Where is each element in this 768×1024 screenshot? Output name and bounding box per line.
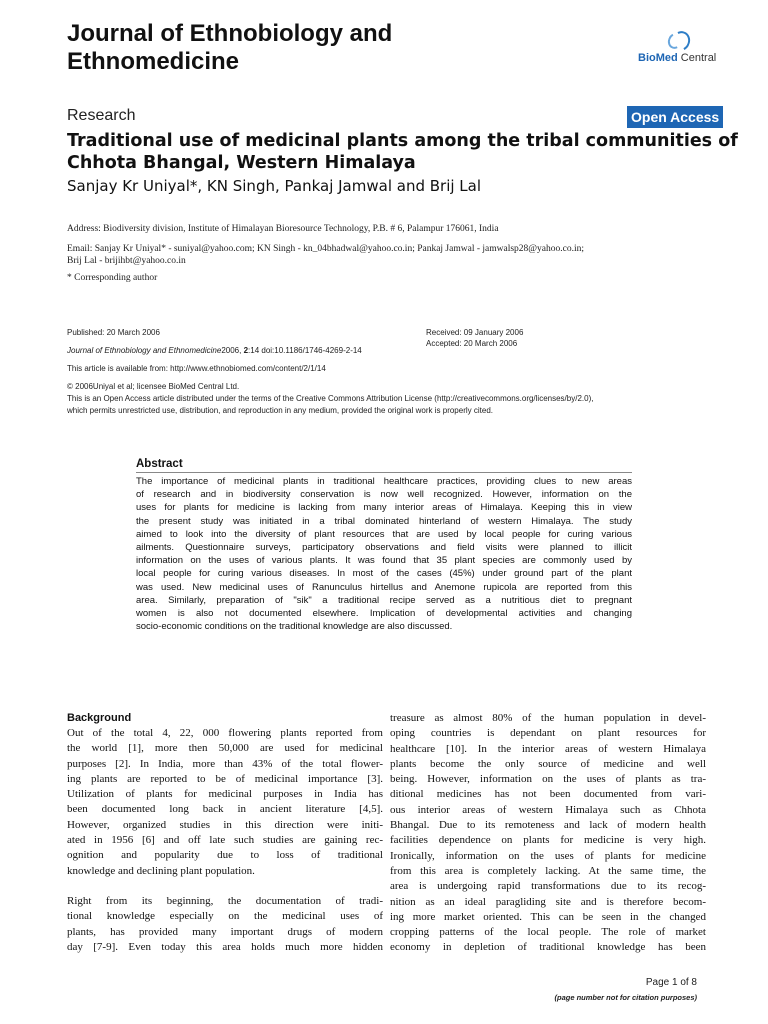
body-line: ing more market oriented. This can be seen in the changed [390, 910, 706, 923]
abstract-line: of research and in biodiversity conservation is now well recognized. However, information on the [136, 489, 632, 501]
abstract-line: women is also not documented elsewhere. Implication of developmental activities and changing [136, 608, 632, 620]
accepted-date: Accepted: 20 March 2006 [426, 339, 518, 348]
biomed-central-logo [638, 31, 738, 71]
body-line: ognition and popularity due to loss of traditional [67, 849, 383, 862]
authors: Sanjay Kr Uniyal*, KN Singh, Pankaj Jamwal and Brij Lal [67, 177, 482, 195]
citation-volume: 2 [243, 346, 249, 355]
email-line2: Brij Lal - brijihbt@yahoo.co.in [67, 256, 186, 266]
body-line: Utilization of plants for medicinal purposes in India has [67, 788, 383, 801]
address: Address: Biodiversity division, Institute of Himalayan Bioresource Technology, P.B. # 6, Palampur 176061, India [67, 224, 499, 234]
copyright: © 2006Uniyal et al; licensee BioMed Central Ltd. [67, 382, 240, 391]
body-line: from this area is completely lacking. At the same time, the [390, 864, 706, 877]
section-label: Research [67, 107, 136, 124]
abstract-line: was used. New medicinal uses of Ranunculus hirtellus and Anemone rupicola are reported from this [136, 581, 632, 593]
license-line2: which permits unrestricted use, distribution, and reproduction in any medium, provided the original work is properly cited. [67, 406, 493, 415]
received-date: Received: 09 January 2006 [426, 328, 524, 337]
citation [67, 345, 362, 357]
body-line: nition as an ideal paragliding site and is therefore becom- [390, 895, 706, 908]
body-line: being. However, information on the uses of plants as tra- [390, 773, 706, 786]
paper-title [67, 130, 747, 174]
body-line: Out of the total 4, 22, 000 flowering plants reported from [67, 727, 383, 739]
body-line: facilities dependence on plants for medicine is very high. [390, 834, 706, 847]
page-number-note: (page number not for citation purposes) [554, 993, 697, 1002]
body-line: plants, has provided many important drugs of modern [67, 925, 383, 938]
logo-suffix: Central [677, 52, 717, 64]
body-line: ated in 1956 [6] and off late such studies are gaining rec- [67, 834, 383, 847]
body-line: ous interior areas of western Himalaya such as Chhota [390, 803, 706, 816]
corresponding-author: * Corresponding author [67, 273, 158, 283]
journal-title-line1: Journal of Ethnobiology and [67, 20, 393, 47]
body-line: economy in depletion of traditional knowledge has been [390, 941, 706, 954]
logo-text [638, 52, 716, 64]
abstract-line: information on the uses of various plants. It was found that 35 plant species are commonly used by [136, 555, 632, 567]
abstract-line: socio-economic conditions on the traditional knowledge are also discussed. [136, 621, 453, 633]
body-line: tional knowledge especially on the medicinal uses of [67, 910, 383, 923]
body-line: healthcare [10]. In the interior areas of western Himalaya [390, 742, 706, 755]
body-left-column [67, 711, 383, 955]
abstract-line: area. Similarly, preparation of "sik" a traditional recipe served as a nutritious diet to pregnant [136, 594, 632, 606]
body-line: knowledge and declining plant population. [67, 864, 255, 877]
body-line: cropping patterns of the local people. The role of market [390, 926, 706, 939]
published-date: Published: 20 March 2006 [67, 328, 160, 337]
abstract-line: the present study was initiated in a tribal dominated hinterland of western Himalaya. The study [136, 515, 632, 527]
body-line: purposes [2]. In India, more than 43% of the total flower- [67, 757, 383, 770]
logo-brand: BioMed [638, 52, 678, 64]
body-line: ing plants are reported to be of medicinal importance [3]. [67, 772, 383, 785]
abstract-box [136, 458, 632, 668]
journal-title [67, 20, 392, 76]
abstract-divider [136, 472, 632, 473]
license-line1: This is an Open Access article distributed under the terms of the Creative Commons Attribution License (http://creativecommons.org/licenses/by/2.0), [67, 394, 594, 403]
body-line: the world [1], more then 50,000 are used for medicinal [67, 742, 383, 755]
availability: This article is available from: http://www.ethnobiomed.com/content/2/1/14 [67, 364, 326, 373]
abstract-heading: Abstract [136, 458, 183, 470]
paper-title-line2: Chhota Bhangal, Western Himalaya [67, 153, 416, 173]
paper-title-line1: Traditional use of medicinal plants among the tribal communities of [67, 131, 738, 151]
page-number: Page 1 of 8 [645, 977, 697, 988]
body-line: plants become the only source of medicine and well [390, 757, 706, 770]
open-access-badge: Open Access [627, 106, 723, 128]
body-line: Bhangal. Due to its remoteness and lack of modern health [390, 819, 706, 832]
citation-rest: :14 doi:10.1186/1746-4269-2-14 [248, 346, 362, 355]
abstract-line: ailments. Questionnaire surveys, participatory observations and field visits were planned to illicit [136, 542, 632, 554]
body-line: However, organized studies in this direction were initi- [67, 818, 383, 831]
body-line: treasure as almost 80% of the human population in devel- [390, 712, 706, 724]
abstract-line: uses for plants for medicine is lacking from many interior areas of Himalaya. Keeping this in view [136, 502, 632, 514]
body-line: oping countries is dependant on plant resources for [390, 727, 706, 740]
citation-year: 2006, [221, 346, 244, 355]
body-line: ditional medicines has not been documented from vari- [390, 788, 706, 801]
body-right-column [390, 711, 706, 956]
citation-journal: Journal of Ethnobiology and Ethnomedicine [67, 346, 222, 355]
body-line: day [7-9]. Even today this area holds much more hidden [67, 940, 383, 953]
abstract-line: aimed to look into the diversity of plant resources that are used by local people for curing various [136, 528, 632, 540]
body-line: Ironically, information on the uses of plants for medicine [390, 849, 706, 862]
background-heading: Background [67, 712, 132, 724]
journal-title-line2: Ethnomedicine [67, 48, 240, 75]
email-line1: Email: Sanjay Kr Uniyal* - suniyal@yahoo.com; KN Singh - kn_04bhadwal@yahoo.co.in; Pankaj Jamwal - jamwalsp28@yahoo.co.in; [67, 244, 584, 254]
body-line: area is undergoing rapid transformations due to its recog- [390, 880, 706, 893]
abstract-line: local people for curing various diseases. In most of the cases (45%) under ground part of the plant [136, 568, 632, 580]
body-line: been documented long back in ancient literature [4,5]. [67, 803, 383, 816]
body-line: Right from its beginning, the documentation of tradi- [67, 894, 383, 907]
abstract-line: The importance of medicinal plants in traditional healthcare practices, providing clues to new areas [136, 476, 632, 487]
